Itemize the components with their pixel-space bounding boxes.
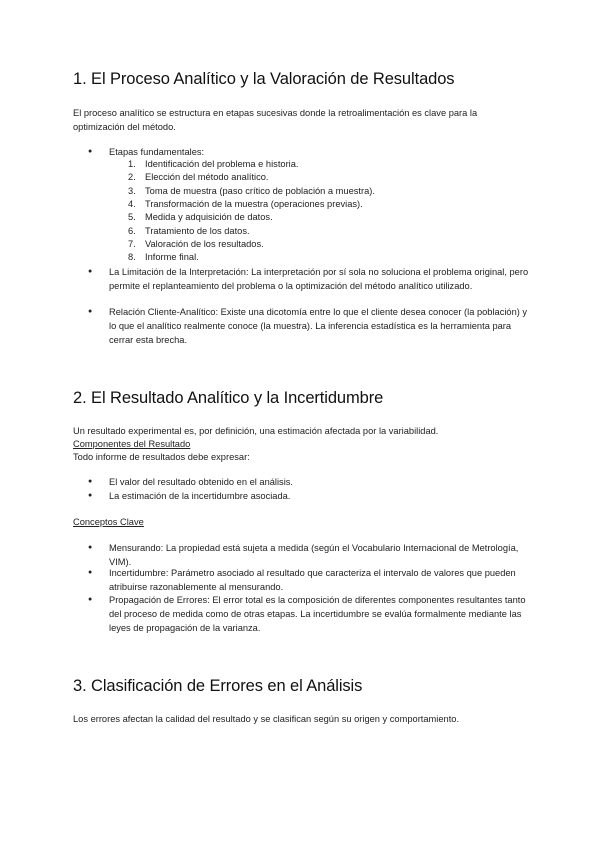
item-text: Valoración de los resultados. — [145, 238, 264, 249]
item-text: Toma de muestra (paso crítico de población a muestra). — [145, 185, 375, 196]
componentes-text: Todo informe de resultados debe expresar: — [73, 452, 250, 462]
item-number: 5. — [128, 212, 136, 223]
numbered-item — [128, 238, 264, 251]
item-text: Transformación de la muestra (operaciones previas). — [145, 198, 363, 209]
section-3-intro: Los errores afectan la calidad del resultado y se clasifican según su origen y comportamiento. — [73, 714, 460, 724]
section-1-heading: 1. El Proceso Analítico y la Valoración de Resultados — [73, 70, 455, 88]
item-text: Informe final. — [145, 252, 199, 263]
item-text: Elección del método analítico. — [145, 172, 269, 183]
item-number: 4. — [128, 198, 136, 209]
section-1-intro: El proceso analítico se estructura en etapas sucesivas donde la retroalimentación es clave para la optimización del método. — [73, 108, 478, 132]
numbered-item — [128, 211, 273, 224]
bullet-estimacion: La estimación de la incertidumbre asociada. — [109, 491, 291, 501]
numbered-item — [128, 171, 269, 184]
section-3-heading: 3. Clasificación de Errores en el Análisis — [73, 677, 363, 695]
item-text: Identificación del problema e historia. — [145, 159, 299, 169]
numbered-item — [128, 185, 375, 198]
bullet-incertidumbre: Incertidumbre: Parámetro asociado al resultado que caracteriza el intervalo de valores que pueden atribuirse razonablemente al mensurando. — [109, 568, 516, 592]
numbered-item — [128, 198, 363, 211]
numbered-item — [128, 225, 250, 238]
bullet-limitacion: La Limitación de la Interpretación: La interpretación por sí sola no soluciona el problema original, pero permite el replanteamiento del problema o la optimización del método analítico utilizado. — [109, 267, 529, 291]
subheading-componentes: Componentes del Resultado — [73, 439, 191, 449]
numbered-item — [128, 251, 199, 264]
subheading-conceptos: Conceptos Clave — [73, 517, 144, 527]
bullet-relacion: Relación Cliente-Analítico: Existe una dicotomía entre lo que el cliente desea conocer (la población) y lo que el analítico realmente conoce (la muestra). La inferencia estadística es la herramienta para cerrar esta brecha. — [109, 307, 528, 345]
item-text: Tratamiento de los datos. — [145, 225, 250, 236]
item-number: 6. — [128, 225, 136, 236]
bullet-valor: El valor del resultado obtenido en el análisis. — [109, 477, 293, 487]
item-number: 3. — [128, 185, 136, 196]
bullet-propagacion: Propagación de Errores: El error total es la composición de diferentes componentes resultantes tanto del proceso de medida como de otras etapas. La incertidumbre se evalúa formalmente mediante las leyes de propagación de la varianza. — [109, 595, 526, 633]
item-number: 8. — [128, 252, 136, 263]
item-number: 2. — [128, 172, 136, 183]
section-2-heading: 2. El Resultado Analítico y la Incertidumbre — [73, 389, 384, 407]
item-number: 1. — [128, 159, 136, 169]
item-text: Medida y adquisición de datos. — [145, 212, 273, 223]
bullet-mensurando: Mensurando: La propiedad está sujeta a medida (según el Vocabulario Internacional de Metrología, VIM). — [109, 543, 519, 567]
bullet-etapas: Etapas fundamentales: — [109, 147, 205, 157]
item-number: 7. — [128, 238, 136, 249]
section-2-intro: Un resultado experimental es, por definición, una estimación afectada por la variabilidad. — [73, 426, 439, 436]
numbered-item — [128, 158, 299, 171]
